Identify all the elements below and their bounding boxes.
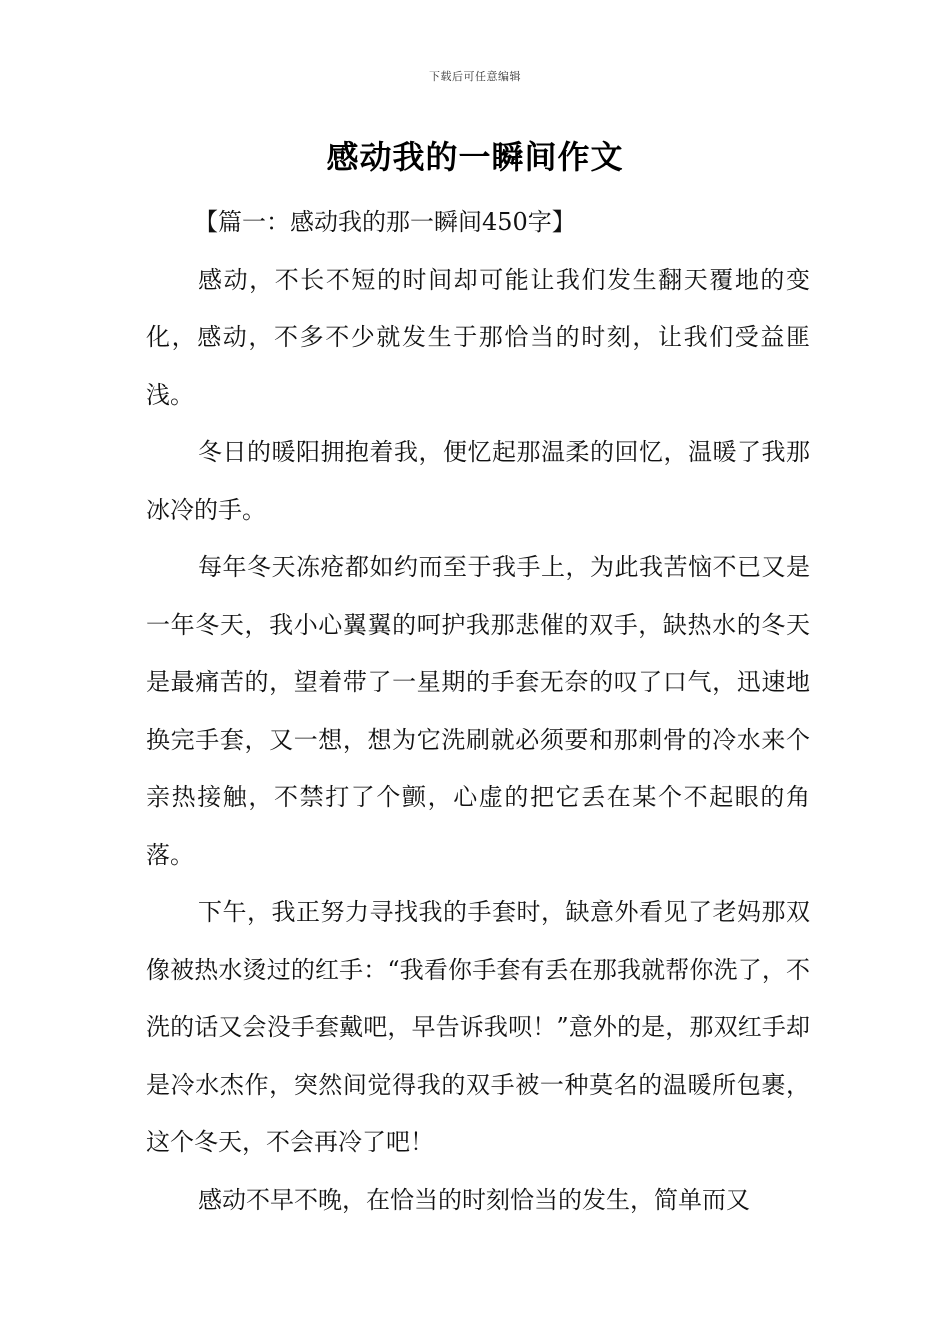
paragraph-5: 感动不早不晚，在恰当的时刻恰当的发生，简单而又	[198, 1185, 750, 1214]
paragraph-1: 感动，不长不短的时间却可能让我们发生翻天覆地的变化，感动，不多不少就发生于那恰当的时刻，让我们受益匪浅。	[146, 265, 810, 409]
paragraph-4: 下午，我正努力寻找我的手套时，缺意外看见了老妈那双像被热水烫过的红手：“我看你手套有丢在那我就帮你洗了，不洗的话又会没手套戴吧，早告诉我呗！”意外的是，那双红手却是冷水杰作，突然间觉得我的双手被一种莫名的温暖所包裹，这个冬天，不会再冷了吧！	[146, 898, 810, 1156]
header-note: 下载后可任意编辑	[429, 70, 521, 83]
paragraph-3: 每年冬天冻疮都如约而至于我手上，为此我苦恼不已又是一年冬天，我小心翼翼的呵护我那悲催的双手，缺热水的冬天是最痛苦的，望着带了一星期的手套无奈的叹了口气，迅速地换完手套，又一想，想为它洗刷就必须要和那刺骨的冷水来个亲热接触，不禁打了个颤，心虚的把它丢在某个不起眼的角落。	[146, 553, 810, 869]
page-title: 感动我的一瞬间作文	[326, 138, 624, 176]
section-heading: 【篇一：感动我的那一瞬间450字】	[194, 208, 576, 236]
article-body	[146, 194, 810, 1229]
paragraph-2: 冬日的暖阳拥抱着我，便忆起那温柔的回忆，温暖了我那冰冷的手。	[146, 438, 810, 524]
